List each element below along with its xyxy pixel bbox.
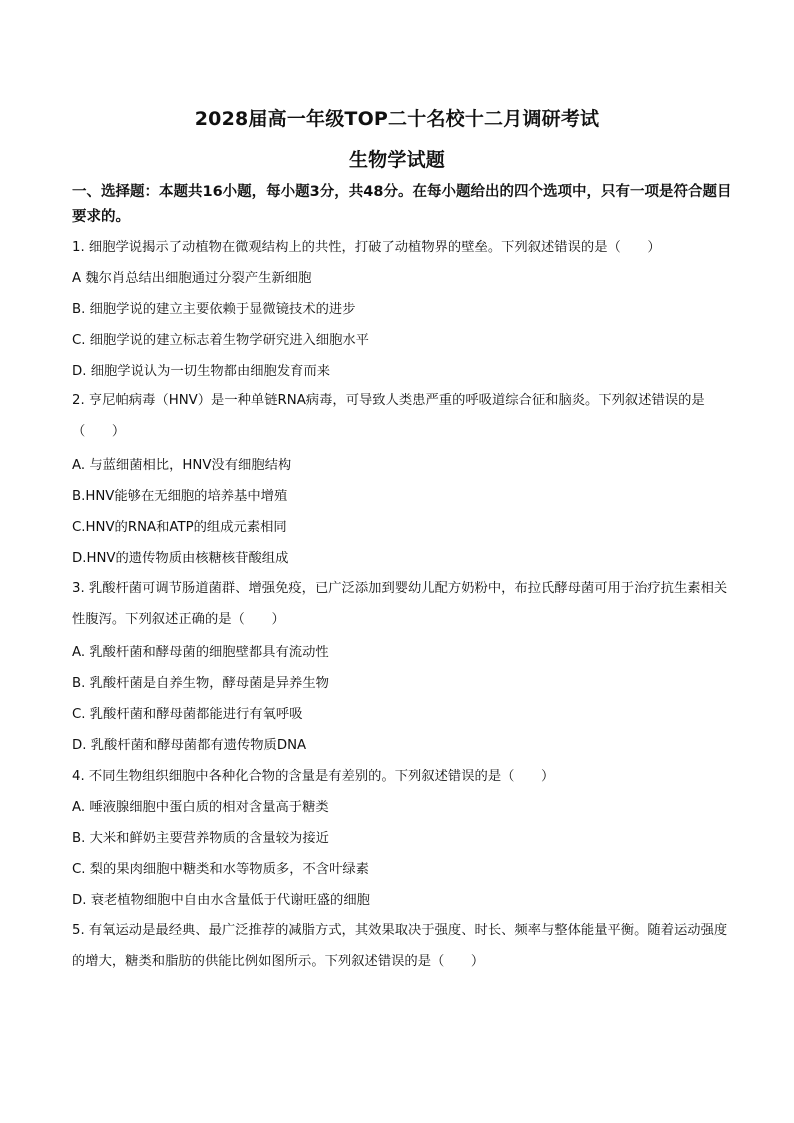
question-3-stem: 3. 乳酸杆菌可调节肠道菌群、增强免疫，已广泛添加到婴幼儿配方奶粉中，布拉氏酵母菌可用于治疗抗生素相关性腹泻。下列叙述正确的是（ ） — [72, 581, 728, 627]
question-2-option-b: B.HNV能够在无细胞的培养基中增殖 — [72, 489, 288, 504]
question-1-option-c: C. 细胞学说的建立标志着生物学研究进入细胞水平 — [72, 333, 369, 348]
question-3-option-c: C. 乳酸杆菌和酵母菌都能进行有氧呼吸 — [72, 707, 303, 722]
question-1-stem: 1. 细胞学说揭示了动植物在微观结构上的共性，打破了动植物界的壁垒。下列叙述错误的是（ ） — [72, 240, 661, 255]
question-2-option-d: D.HNV的遗传物质由核糖核苷酸组成 — [72, 551, 289, 566]
question-1-option-b: B. 细胞学说的建立主要依赖于显微镜技术的进步 — [72, 302, 356, 317]
section-heading: 一、选择题：本题共16小题，每小题3分，共48分。在每小题给出的四个选项中，只有一项是符合题目要求的。 — [72, 184, 732, 225]
question-4-stem: 4. 不同生物组织细胞中各种化合物的含量是有差别的。下列叙述错误的是（ ） — [72, 769, 555, 784]
question-2-stem: 2. 亨尼帕病毒（HNV）是一种单链RNA病毒，可导致人类患严重的呼吸道综合征和脑炎。下列叙述错误的是（ ） — [72, 393, 705, 439]
question-4-option-a: A. 唾液腺细胞中蛋白质的相对含量高于糖类 — [72, 800, 329, 815]
question-1-option-d: D. 细胞学说认为一切生物都由细胞发育而来 — [72, 364, 331, 379]
question-4-option-d: D. 衰老植物细胞中自由水含量低于代谢旺盛的细胞 — [72, 893, 370, 908]
question-1-option-a: A 魏尔肖总结出细胞通过分裂产生新细胞 — [72, 271, 312, 286]
exam-title: 2028届高一年级TOP二十名校十二月调研考试 — [194, 108, 600, 130]
question-2-option-a: A. 与蓝细菌相比，HNV没有细胞结构 — [72, 458, 292, 473]
question-3-option-b: B. 乳酸杆菌是自养生物，酵母菌是异养生物 — [72, 676, 329, 691]
question-3-option-a: A. 乳酸杆菌和酵母菌的细胞壁都具有流动性 — [72, 645, 329, 660]
question-4-option-c: C. 梨的果肉细胞中糖类和水等物质多，不含叶绿素 — [72, 862, 369, 877]
exam-subtitle: 生物学试题 — [348, 149, 445, 171]
question-2-option-c: C.HNV的RNA和ATP的组成元素相同 — [72, 520, 287, 535]
question-5-stem: 5. 有氧运动是最经典、最广泛推荐的减脂方式，其效果取决于强度、时长、频率与整体能量平衡。随着运动强度的增大，糖类和脂肪的供能比例如图所示。下列叙述错误的是（ ） — [72, 923, 728, 969]
question-3-option-d: D. 乳酸杆菌和酵母菌都有遗传物质DNA — [72, 738, 307, 753]
question-4-option-b: B. 大米和鲜奶主要营养物质的含量较为接近 — [72, 831, 329, 846]
